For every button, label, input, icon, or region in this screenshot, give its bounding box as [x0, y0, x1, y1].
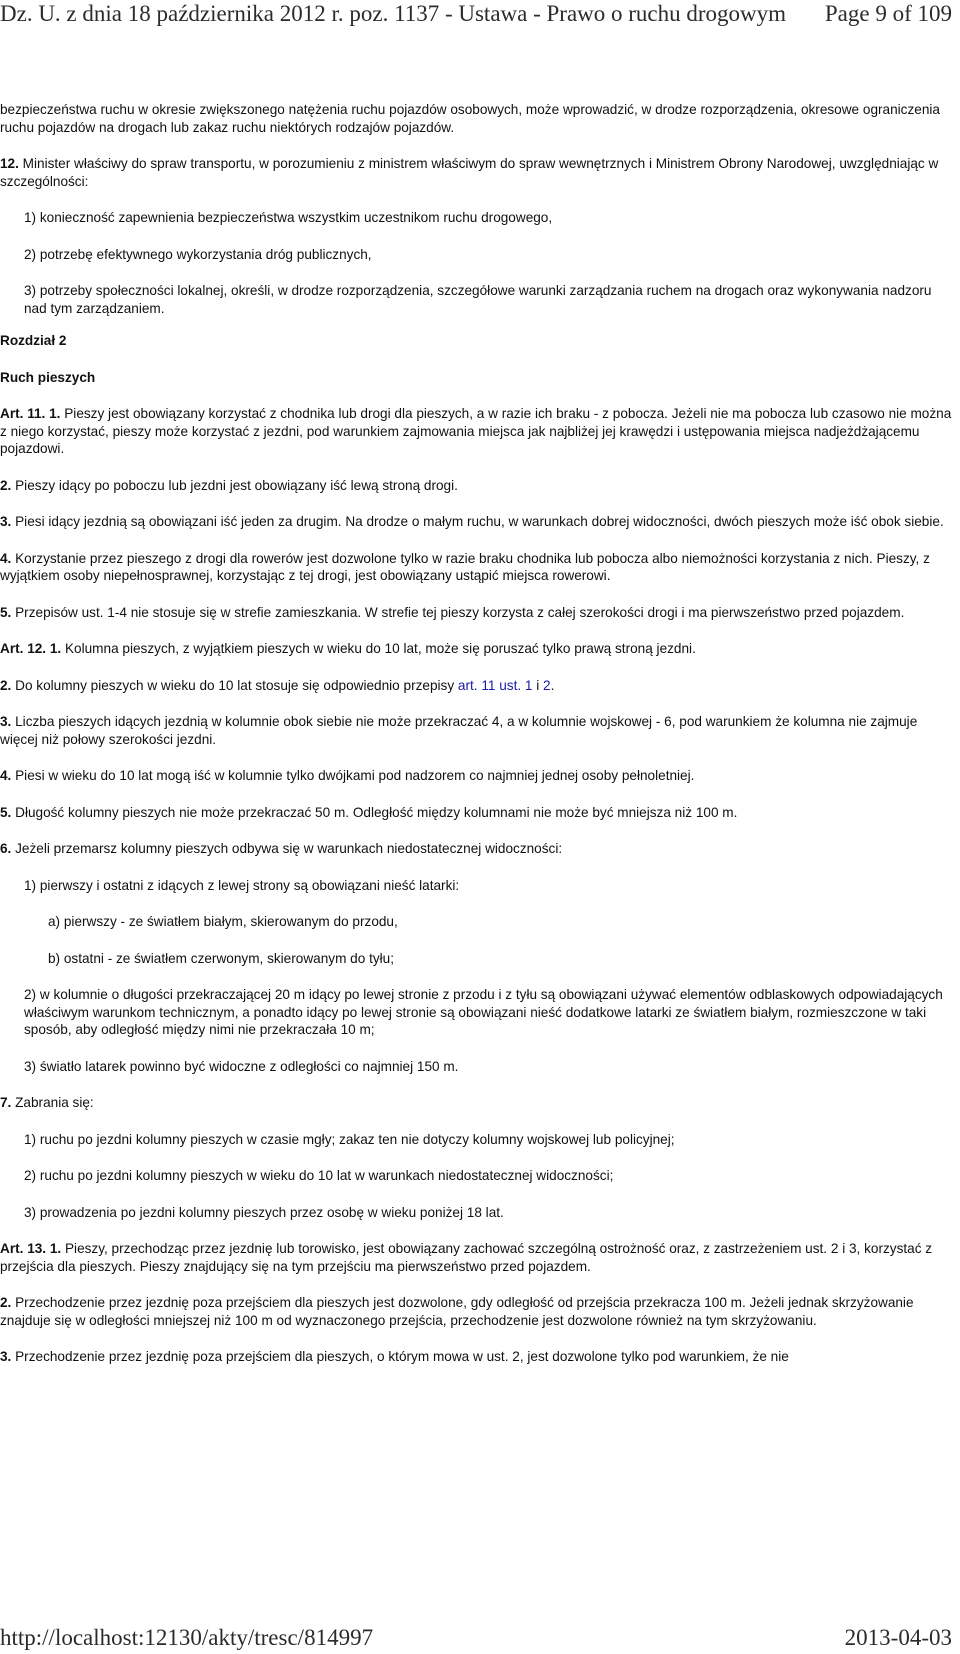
article-number: Art. 12. 1. — [0, 641, 62, 656]
article-12-paragraph-6 — [0, 840, 952, 858]
list-item: 3) prowadzenia po jezdni kolumny pieszych przez osobę w wieku poniżej 18 lat. — [24, 1204, 504, 1220]
page-url: http://localhost:12130/akty/tresc/814997 — [0, 1625, 374, 1650]
list-subitem: a) pierwszy - ze światłem białym, skierowanym do przodu, — [48, 914, 398, 929]
paragraph-number: 4. — [0, 768, 12, 783]
paragraph-text: Zabrania się: — [11, 1095, 94, 1110]
paragraph-number: 3. — [0, 1349, 12, 1364]
article-13-paragraph-2 — [0, 1294, 952, 1329]
reference-link-ust-2[interactable]: 2 — [543, 677, 551, 693]
paragraph-text: Pieszy idący po poboczu lub jezdni jest obowiązany iść lewą stroną drogi. — [11, 477, 458, 493]
paragraph-text: Liczba pieszych idących jezdnią w kolumnie obok siebie nie może przekraczać 4, a w kolumnie wojskowej - 6, pod warunkiem że kolumna nie zajmuje więcej niż połowy szerokości jezdni. — [0, 714, 918, 747]
article-number: Art. 13. 1. — [0, 1241, 62, 1256]
chapter-title: Ruch pieszych — [0, 369, 96, 385]
paragraph-text: Długość kolumny pieszych nie może przekraczać 50 m. Odległość między kolumnami nie może być mniejsza niż 100 m. — [11, 804, 738, 820]
article-11-paragraph-3 — [0, 513, 952, 531]
paragraph-text: i — [532, 677, 544, 693]
article-12-paragraph-2 — [0, 677, 952, 695]
article-11-paragraph-5 — [0, 604, 952, 622]
paragraph-text: . — [550, 677, 555, 693]
page-header — [0, 0, 960, 30]
list-item: 2) ruchu po jezdni kolumny pieszych w wieku do 10 lat w warunkach niedostatecznej widoczności; — [24, 1168, 614, 1183]
paragraph-text: Minister właściwy do spraw transportu, w porozumieniu z ministrem właściwym do spraw wewnętrznych i Ministrem Obrony Narodowej, uwzględniając w szczególności: — [0, 156, 939, 189]
chapter-number: Rozdział 2 — [0, 333, 67, 348]
paragraph-text: Piesi w wieku do 10 lat mogą iść w kolumnie tylko dwójkami pod nadzorem co najmniej jednej osoby pełnoletniej. — [11, 768, 695, 783]
paragraph-continuation: bezpieczeństwa ruchu w okresie zwiększonego natężenia ruchu pojazdów osobowych, może wprowadzić, w drodze rozporządzenia, okresowe ograniczenia ruchu pojazdów na drogach lub zakaz ruchu niektórych rodzajów pojazdów. — [0, 102, 940, 135]
paragraph-text: Pieszy jest obowiązany korzystać z chodnika lub drogi dla pieszych, a w razie ich braku - z pobocza. Jeżeli nie ma pobocza lub czasowo nie można z niego korzystać, pieszy może korzystać z jezdni, pod warunkiem zajmowania miejsca jak najbliżej jej krawędzi i ustępowania miejsca nadjeżdżającemu pojazdowi. — [0, 406, 952, 456]
paragraph-12 — [0, 155, 952, 190]
paragraph-number: 12. — [0, 156, 19, 171]
paragraph-text: Kolumna pieszych, z wyjątkiem pieszych w wieku do 10 lat, może się poruszać tylko prawą stroną jezdni. — [61, 641, 696, 656]
list-item: 2) potrzebę efektywnego wykorzystania dróg publicznych, — [24, 246, 372, 262]
list-subitem: b) ostatni - ze światłem czerwonym, skierowanym do tyłu; — [48, 950, 394, 966]
list-item: 3) światło latarek powinno być widoczne z odległości co najmniej 150 m. — [24, 1058, 459, 1074]
article-12-paragraph-3 — [0, 713, 952, 748]
list-item: 1) pierwszy i ostatni z idących z lewej strony są obowiązani nieść latarki: — [24, 877, 460, 893]
article-11-paragraph-4 — [0, 550, 952, 585]
paragraph-number: 3. — [0, 714, 12, 729]
page-indicator: Page 9 of 109 — [824, 1, 952, 26]
article-11-paragraph-1 — [0, 405, 952, 458]
page-footer — [0, 1624, 960, 1654]
article-number: Art. 11. 1. — [0, 406, 61, 421]
reference-link-art-11-ust-1[interactable]: art. 11 ust. 1 — [457, 677, 533, 693]
article-12-paragraph-7 — [0, 1094, 952, 1112]
list-item: 2) w kolumnie o długości przekraczającej 20 m idący po lewej stronie z przodu i z tyłu są obowiązani używać elementów odblaskowych odpowiadających właściwym warunkom technicznym, a ponadto idący po lewej stronie są obowiązani nieść dodatkowe latarki ze światłem białym, rozmieszczone w taki sposób, aby odległość między nimi nie przekraczała 10 m; — [24, 987, 943, 1037]
paragraph-text: Przechodzenie przez jezdnię poza przejściem dla pieszych jest dozwolone, gdy odległość od przejścia przekracza 100 m. Jeżeli jednak skrzyżowanie znajduje się w odległości mniejszej niż 100 m od wyznaczonego przejścia, przechodzenie jest dozwolone również na tym skrzyżowaniu. — [0, 1295, 914, 1328]
paragraph-number: 5. — [0, 804, 12, 820]
article-13-paragraph-3 — [0, 1348, 952, 1366]
list-item: 3) potrzeby społeczności lokalnej, określi, w drodze rozporządzenia, szczegółowe warunki zarządzania ruchem na drogach oraz wykonywania nadzoru nad tym zarządzaniem. — [24, 283, 932, 316]
paragraph-text: Jeżeli przemarsz kolumny pieszych odbywa się w warunkach niedostatecznej widoczności: — [11, 841, 563, 856]
paragraph-number: 2. — [0, 477, 12, 493]
list-item: 1) konieczność zapewnienia bezpieczeństwa wszystkim uczestnikom ruchu drogowego, — [24, 210, 553, 225]
document-title: Dz. U. z dnia 18 października 2012 r. poz. 1137 - Ustawa - Prawo o ruchu drogowym — [0, 1, 787, 26]
paragraph-text: Przechodzenie przez jezdnię poza przejściem dla pieszych, o którym mowa w ust. 2, jest dozwolone tylko pod warunkiem, że nie — [11, 1349, 789, 1364]
list-item: 1) ruchu po jezdni kolumny pieszych w czasie mgły; zakaz ten nie dotyczy kolumny wojskowej lub policyjnej; — [24, 1131, 675, 1147]
paragraph-text: Piesi idący jezdnią są obowiązani iść jeden za drugim. Na drodze o małym ruchu, w warunkach dobrej widoczności, dwóch pieszych może iść obok siebie. — [11, 514, 944, 529]
paragraph-text: Korzystanie przez pieszego z drogi dla rowerów jest dozwolone tylko w razie braku chodnika lub pobocza albo niemożności korzystania z nich. Pieszy, z wyjątkiem osoby niepełnosprawnej, korzystając z tej drogi, jest obowiązany ustąpić miejsca rowerowi. — [0, 550, 930, 583]
document-body — [0, 101, 952, 1366]
paragraph-number: 6. — [0, 841, 12, 856]
article-11-paragraph-2 — [0, 477, 952, 495]
print-date: 2013-04-03 — [844, 1625, 952, 1650]
paragraph-text: Pieszy, przechodząc przez jezdnię lub torowisko, jest obowiązany zachować szczególną ostrożność oraz, z zastrzeżeniem ust. 2 i 3, korzystać z przejścia dla pieszych. Pieszy znajdujący się na tym przejściu ma pierwszeństwo przed pojazdem. — [0, 1241, 933, 1274]
article-12-paragraph-1 — [0, 640, 952, 658]
paragraph-number: 2. — [0, 677, 12, 693]
paragraph-number: 5. — [0, 604, 12, 620]
paragraph-number: 2. — [0, 1295, 12, 1310]
paragraph-number: 4. — [0, 550, 12, 566]
article-13-paragraph-1 — [0, 1240, 952, 1275]
article-12-paragraph-5 — [0, 804, 952, 822]
paragraph-text: Do kolumny pieszych w wieku do 10 lat stosuje się odpowiednio przepisy — [11, 677, 458, 693]
paragraph-number: 3. — [0, 514, 12, 529]
article-12-paragraph-4 — [0, 767, 952, 785]
paragraph-text: Przepisów ust. 1-4 nie stosuje się w strefie zamieszkania. W strefie tej pieszy korzysta z całej szerokości drogi i ma pierwszeństwo przed pojazdem. — [11, 604, 905, 620]
paragraph-number: 7. — [0, 1095, 12, 1110]
